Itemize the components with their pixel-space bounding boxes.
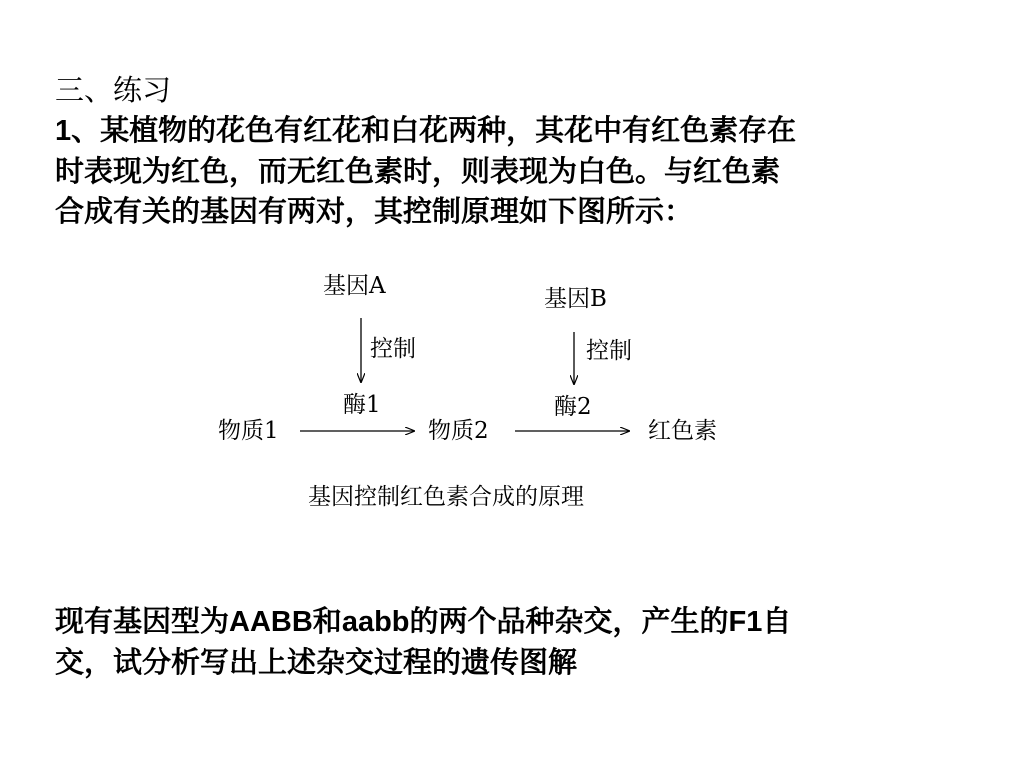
enzyme-1-label: 酶1 [343, 392, 381, 418]
problem-number: 1 [55, 115, 72, 147]
genotype-2: aabb [341, 606, 410, 638]
substance-2-label: 物质2 [428, 418, 489, 444]
genotype-1: AABB [229, 606, 313, 638]
gene-b-label: 基因B [544, 286, 607, 312]
generation-label: F1 [728, 606, 763, 638]
section-heading: 三、练习 [55, 73, 172, 107]
enzyme-2-label: 酶2 [554, 394, 592, 420]
pigment-label: 红色素 [648, 418, 717, 444]
question-line-2: 交，试分析写出上述杂交过程的遗传图解 [55, 645, 578, 679]
problem-line-3: 合成有关的基因有两对，其控制原理如下图所示： [55, 194, 694, 228]
control-b-label: 控制 [586, 338, 632, 364]
gene-a-label: 基因A [323, 273, 386, 299]
problem-line-2: 时表现为红色，而无红色素时，则表现为白色。与红色素 [55, 154, 781, 188]
problem-line-1: 1、某植物的花色有红花和白花两种，其花中有红色素存在 [55, 113, 797, 147]
question-text [55, 601, 955, 682]
question-line-1: 现有基因型为AABB和aabb的两个品种杂交，产生的F1自 [55, 604, 792, 638]
substance-1-label: 物质1 [218, 418, 279, 444]
control-a-label: 控制 [370, 336, 416, 362]
diagram-caption: 基因控制红色素合成的原理 [308, 484, 584, 510]
